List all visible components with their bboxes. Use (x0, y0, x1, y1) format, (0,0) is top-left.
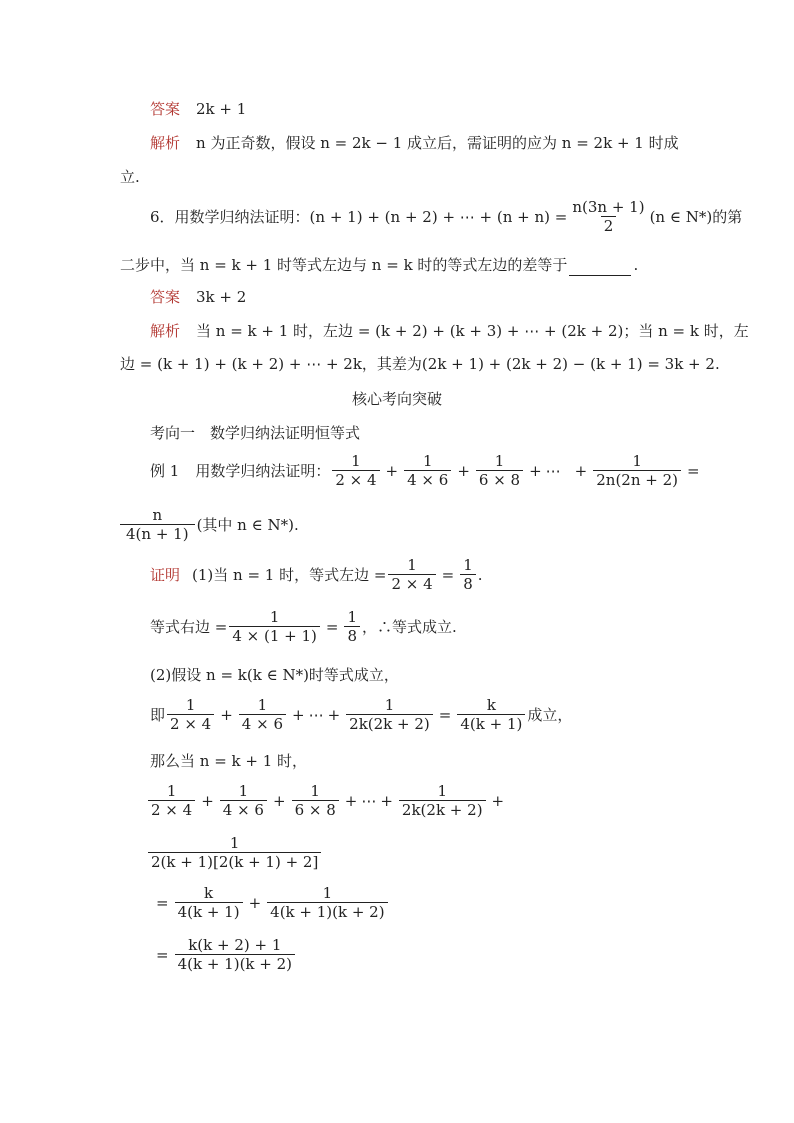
question-6-line2 (120, 254, 638, 276)
analysis-text: n 为正奇数，假设 n = 2k − 1 成立后，需证明的应为 n = 2k + 1 时成 (196, 134, 679, 152)
equals: = (325, 617, 339, 636)
num: 1 (347, 608, 358, 626)
plus: + (457, 461, 470, 480)
q6-suffix: (n ∈ N*)的第 (649, 207, 743, 226)
den: 4(k + 1)(k + 2) (267, 902, 387, 921)
den: 4(k + 1) (175, 902, 243, 921)
ji: 即 (150, 706, 166, 724)
den: 2 × 4 (388, 574, 435, 593)
q6-frac-den: 2 (601, 216, 617, 235)
equals: = (441, 565, 455, 584)
r1-a (175, 884, 243, 921)
period: . (477, 565, 483, 584)
num: 1 (185, 696, 196, 714)
example-1-rhs (118, 506, 299, 543)
s-term-k (399, 782, 486, 819)
den: 2 × 4 (332, 470, 379, 489)
q6-line2-text: 二步中，当 n = k + 1 时等式左边与 n = k 时的等式左边的差等于 (120, 256, 568, 274)
den: 2 × 4 (148, 800, 195, 819)
num: k (486, 696, 496, 714)
rhs-fraction (120, 506, 195, 543)
plus: + (327, 705, 341, 724)
num: k (204, 884, 214, 902)
answer-value: 2k + 1 (196, 100, 247, 118)
den: 8 (344, 626, 360, 645)
den: 2k(2k + 2) (399, 800, 486, 819)
condition: (其中 n ∈ N*). (196, 516, 299, 534)
answer-label: 答案 (150, 100, 181, 118)
question-6-line1 (150, 198, 742, 235)
plus: + (491, 791, 505, 810)
plus: + (248, 893, 262, 912)
num: 1 (632, 452, 642, 470)
num: k(k + 2) + 1 (188, 936, 282, 954)
s-term-2 (220, 782, 267, 819)
r2 (175, 936, 295, 973)
num: n (152, 506, 163, 524)
h-rhs (457, 696, 525, 733)
result-line-2 (152, 936, 297, 973)
h-term-2 (239, 696, 286, 733)
den: 2n(2n + 2) (593, 470, 681, 489)
example-label: 例 1 (150, 462, 180, 480)
result-line-1 (152, 884, 390, 921)
term-1 (332, 452, 379, 489)
analysis-text: 当 n = k + 1 时，左边 = (k + 2) + (k + 3) + ⋯ + (2k + 2)；当 n = k 时，左 (196, 322, 749, 340)
den: 4(n + 1) (120, 524, 195, 543)
plus: + (574, 461, 588, 480)
den: 4(k + 1) (457, 714, 525, 733)
frac-right (229, 608, 320, 645)
den: 4 × 6 (239, 714, 286, 733)
s-term-3 (292, 782, 339, 819)
den: 6 × 8 (476, 470, 523, 489)
frac-1-8 (460, 556, 476, 593)
num: 1 (229, 834, 240, 852)
answer-1-line (150, 98, 246, 120)
term-n (593, 452, 681, 489)
right-text: 等式右边 = (150, 618, 228, 636)
equals: = (687, 461, 700, 480)
analysis-2-line (150, 320, 749, 342)
den: 6 × 8 (292, 800, 339, 819)
cheng: 成立， (527, 706, 573, 724)
frac-1-2x4 (388, 556, 435, 593)
example-text: 用数学归纳法证明： (195, 462, 331, 480)
proof-label: 证明 (150, 566, 181, 584)
example-1-line (150, 452, 704, 489)
q6-prefix: 6．用数学归纳法证明：(n + 1) + (n + 2) + ⋯ + (n + n) = (150, 207, 568, 226)
then-line: 那么当 n = k + 1 时， (150, 752, 308, 770)
den: 4 × 6 (404, 470, 451, 489)
analysis-label: 解析 (150, 322, 181, 340)
q6-fraction (569, 198, 647, 235)
proof-step-2: (2)假设 n = k(k ∈ N*)时等式成立， (150, 666, 399, 684)
term-3 (476, 452, 523, 489)
plus: + (529, 461, 542, 480)
den: 2 × 4 (167, 714, 214, 733)
s-term-1 (148, 782, 195, 819)
plus: + (272, 791, 286, 810)
proof-step-1 (150, 556, 483, 593)
num: 1 (437, 782, 447, 800)
answer-blank[interactable] (569, 259, 631, 276)
right-end: ，∴等式成立. (362, 618, 457, 636)
plus: + (292, 705, 305, 724)
den: 4 × 6 (220, 800, 267, 819)
num: 1 (238, 782, 249, 800)
answer-label: 答案 (150, 288, 181, 306)
num: 1 (322, 884, 333, 902)
dots: ⋯ (308, 705, 324, 724)
den: 2k(2k + 2) (346, 714, 433, 733)
step1-text: (1)当 n = 1 时，等式左边 = (192, 566, 387, 584)
num: 1 (166, 782, 177, 800)
equals: = (438, 705, 452, 724)
num: 1 (384, 696, 395, 714)
answer-2-line (150, 286, 246, 308)
analysis-2-cont: 边 = (k + 1) + (k + 2) + ⋯ + 2k，其差为(2k + 1) + (2k + 2) − (k + 1) = 3k + 2. (120, 355, 720, 373)
den: 2(k + 1)[2(k + 1) + 2] (148, 852, 321, 871)
num: 1 (351, 452, 361, 470)
equals: = (156, 945, 169, 964)
q6-end: . (633, 256, 639, 274)
analysis-1-line (150, 132, 679, 154)
h-term-k (346, 696, 433, 733)
num: 1 (310, 782, 320, 800)
analysis-label: 解析 (150, 134, 181, 152)
plus: + (385, 461, 399, 480)
plus: + (344, 791, 358, 810)
equals: = (156, 893, 169, 912)
num: 1 (494, 452, 505, 470)
section-title: 核心考向突破 (351, 390, 442, 408)
den: 8 (460, 574, 476, 593)
topic-heading: 考向一 数学归纳法证明恒等式 (150, 424, 361, 442)
num: 1 (257, 696, 268, 714)
proof-right-side (150, 608, 457, 645)
analysis-1-cont: 立. (120, 168, 140, 186)
big-term-line (146, 834, 323, 871)
dots: ⋯ (361, 791, 377, 810)
plus: + (380, 791, 393, 810)
plus: + (201, 791, 214, 810)
q6-frac-num: n(3n + 1) (572, 198, 645, 216)
den: 4 × (1 + 1) (229, 626, 320, 645)
num: 1 (463, 556, 473, 574)
hypothesis-line (150, 696, 572, 733)
s-term-k1 (148, 834, 321, 871)
num: 1 (269, 608, 280, 626)
num: 1 (407, 556, 417, 574)
num: 1 (422, 452, 433, 470)
answer-value: 3k + 2 (196, 288, 247, 306)
plus: + (220, 705, 233, 724)
r1-b (267, 884, 387, 921)
den: 4(k + 1)(k + 2) (175, 954, 295, 973)
term-2 (404, 452, 451, 489)
sum-line (146, 782, 508, 819)
frac-1-8 (344, 608, 360, 645)
dots: ⋯ (545, 461, 561, 480)
h-term-1 (167, 696, 214, 733)
